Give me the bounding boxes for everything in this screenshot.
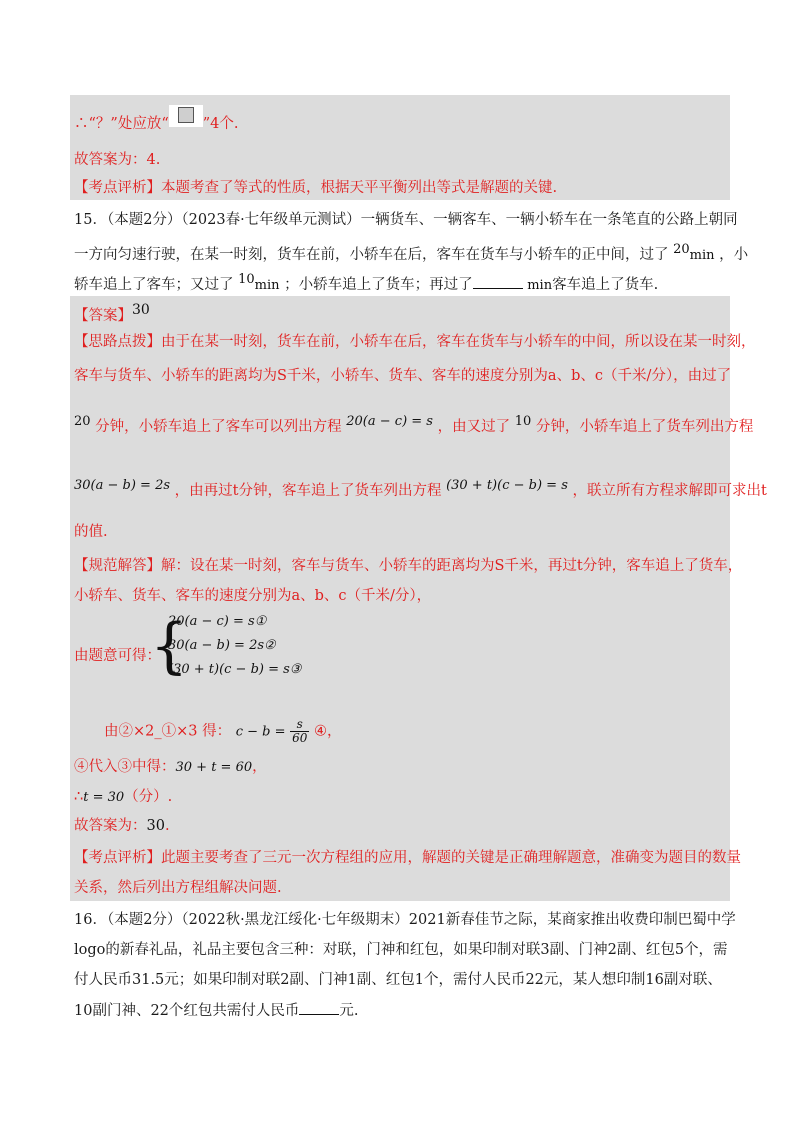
system-eq1: 20(a − c) = s① [168, 614, 267, 629]
q15-review2: 关系，然后列出方程组解决问题. [74, 880, 282, 896]
q16-line3: 付人民币31.5元；如果印制对联2副、门神1副、红包1个，需付人民币22元，某人想印制16副对联、 [74, 972, 722, 988]
q15-solution1: 【规范解答】解：设在某一时刻，客车与货车、小轿车的距离均为S千米，再过t分钟，客车追上了货车， [74, 558, 743, 574]
q15-line3: 轿车追上了客车；又过了 $^{10}$min ；小轿车追上了货车；再过了 min客车追上了货车. [74, 272, 659, 293]
q15-solution2: 小轿车、货车、客车的速度分别为a、b、c（千米/分）， [74, 588, 432, 604]
q15-answer: 【答案】$^{30}$ [74, 302, 150, 324]
solution-tag: 【规范解答】 [74, 558, 161, 574]
answer-blank[interactable] [299, 1000, 339, 1015]
q15-answer-line: 故答案为：30. [74, 818, 170, 834]
prev-review: 【考点评析】本题考查了等式的性质，根据天平平衡列出等式是解题的关键. [74, 180, 558, 196]
system-eq2: 30(a − b) = 2s② [168, 638, 276, 653]
fraction: $\frac{s}{60}$ [292, 717, 308, 745]
q15-step3: ∴t = 30（分）. [74, 789, 173, 805]
system-eq3: (30 + t)(c − b) = s③ [168, 662, 302, 677]
prev-answer: 故答案为：4. [74, 152, 161, 168]
q15-review1: 【考点评析】此题主要考查了三元一次方程组的应用，解题的关键是正确理解题意，准确变为题目的数量 [74, 850, 741, 866]
system-label: 由题意可得： [74, 648, 161, 664]
review-tag: 【考点评析】 [74, 180, 161, 196]
prev-therefore-line: ∴“？”处应放“ ”4个. [74, 113, 239, 135]
review-tag: 【考点评析】 [74, 850, 161, 866]
q15-step1: 由②×2_①×3 得： c − b = $\frac{s}{60}$ ④， [104, 717, 342, 745]
q15-line2: 一方向匀速行驶，在某一时刻，货车在前，小轿车在后，客车在货车与小轿车的正中间，过了 $^{20}$min ，小 [74, 242, 749, 263]
square-icon [169, 105, 203, 127]
answer-tag: 【答案】 [74, 307, 132, 324]
brace-icon: { [150, 611, 189, 681]
hint-tag: 【思路点拨】 [74, 334, 161, 350]
q16-line4: 10副门神、22个红包共需付人民币 元. [74, 1000, 359, 1021]
q15-hint1: 【思路点拨】由于在某一时刻，货车在前，小轿车在后，客车在货车与小轿车的中间，所以设在某一时刻， [74, 334, 756, 350]
q15-step2: ④代入③中得：30 + t = 60， [74, 759, 267, 775]
q15-line1: 15．（本题2分）（2023春·七年级单元测试）一辆货车、一辆客车、一辆小轿车在一条笔直的公路上朝同 [74, 212, 738, 228]
q16-line2: logo的新春礼品，礼品主要包含三种：对联，门神和红包，如果印制对联3副、门神2副、红包5个，需 [74, 942, 728, 958]
q15-hint4: $^{30(a - b) = 2s}$ ，由再过t分钟，客车追上了货车列出方程 $^{(30 + t)(c - b) = s}$ ，联立所有方程求解即可求出t [74, 478, 767, 499]
q15-hint3: $^{20}$ 分钟，小轿车追上了客车可以列出方程 $^{20(a - c) = s}$ ，由又过了 $^{10}$ 分钟，小轿车追上了货车列出方程 [74, 414, 754, 435]
q16-line1: 16．（本题2分）（2022秋·黑龙江绥化·七年级期末）2021新春佳节之际，某商家推出收费印制巴蜀中学 [74, 912, 736, 928]
q15-hint2: 客车与货车、小轿车的距离均为S千米，小轿车、货车、客车的速度分别为a、b、c（千米/分），由过了 [74, 368, 732, 384]
q15-hint5: 的值. [74, 524, 108, 540]
answer-blank[interactable] [473, 274, 523, 289]
